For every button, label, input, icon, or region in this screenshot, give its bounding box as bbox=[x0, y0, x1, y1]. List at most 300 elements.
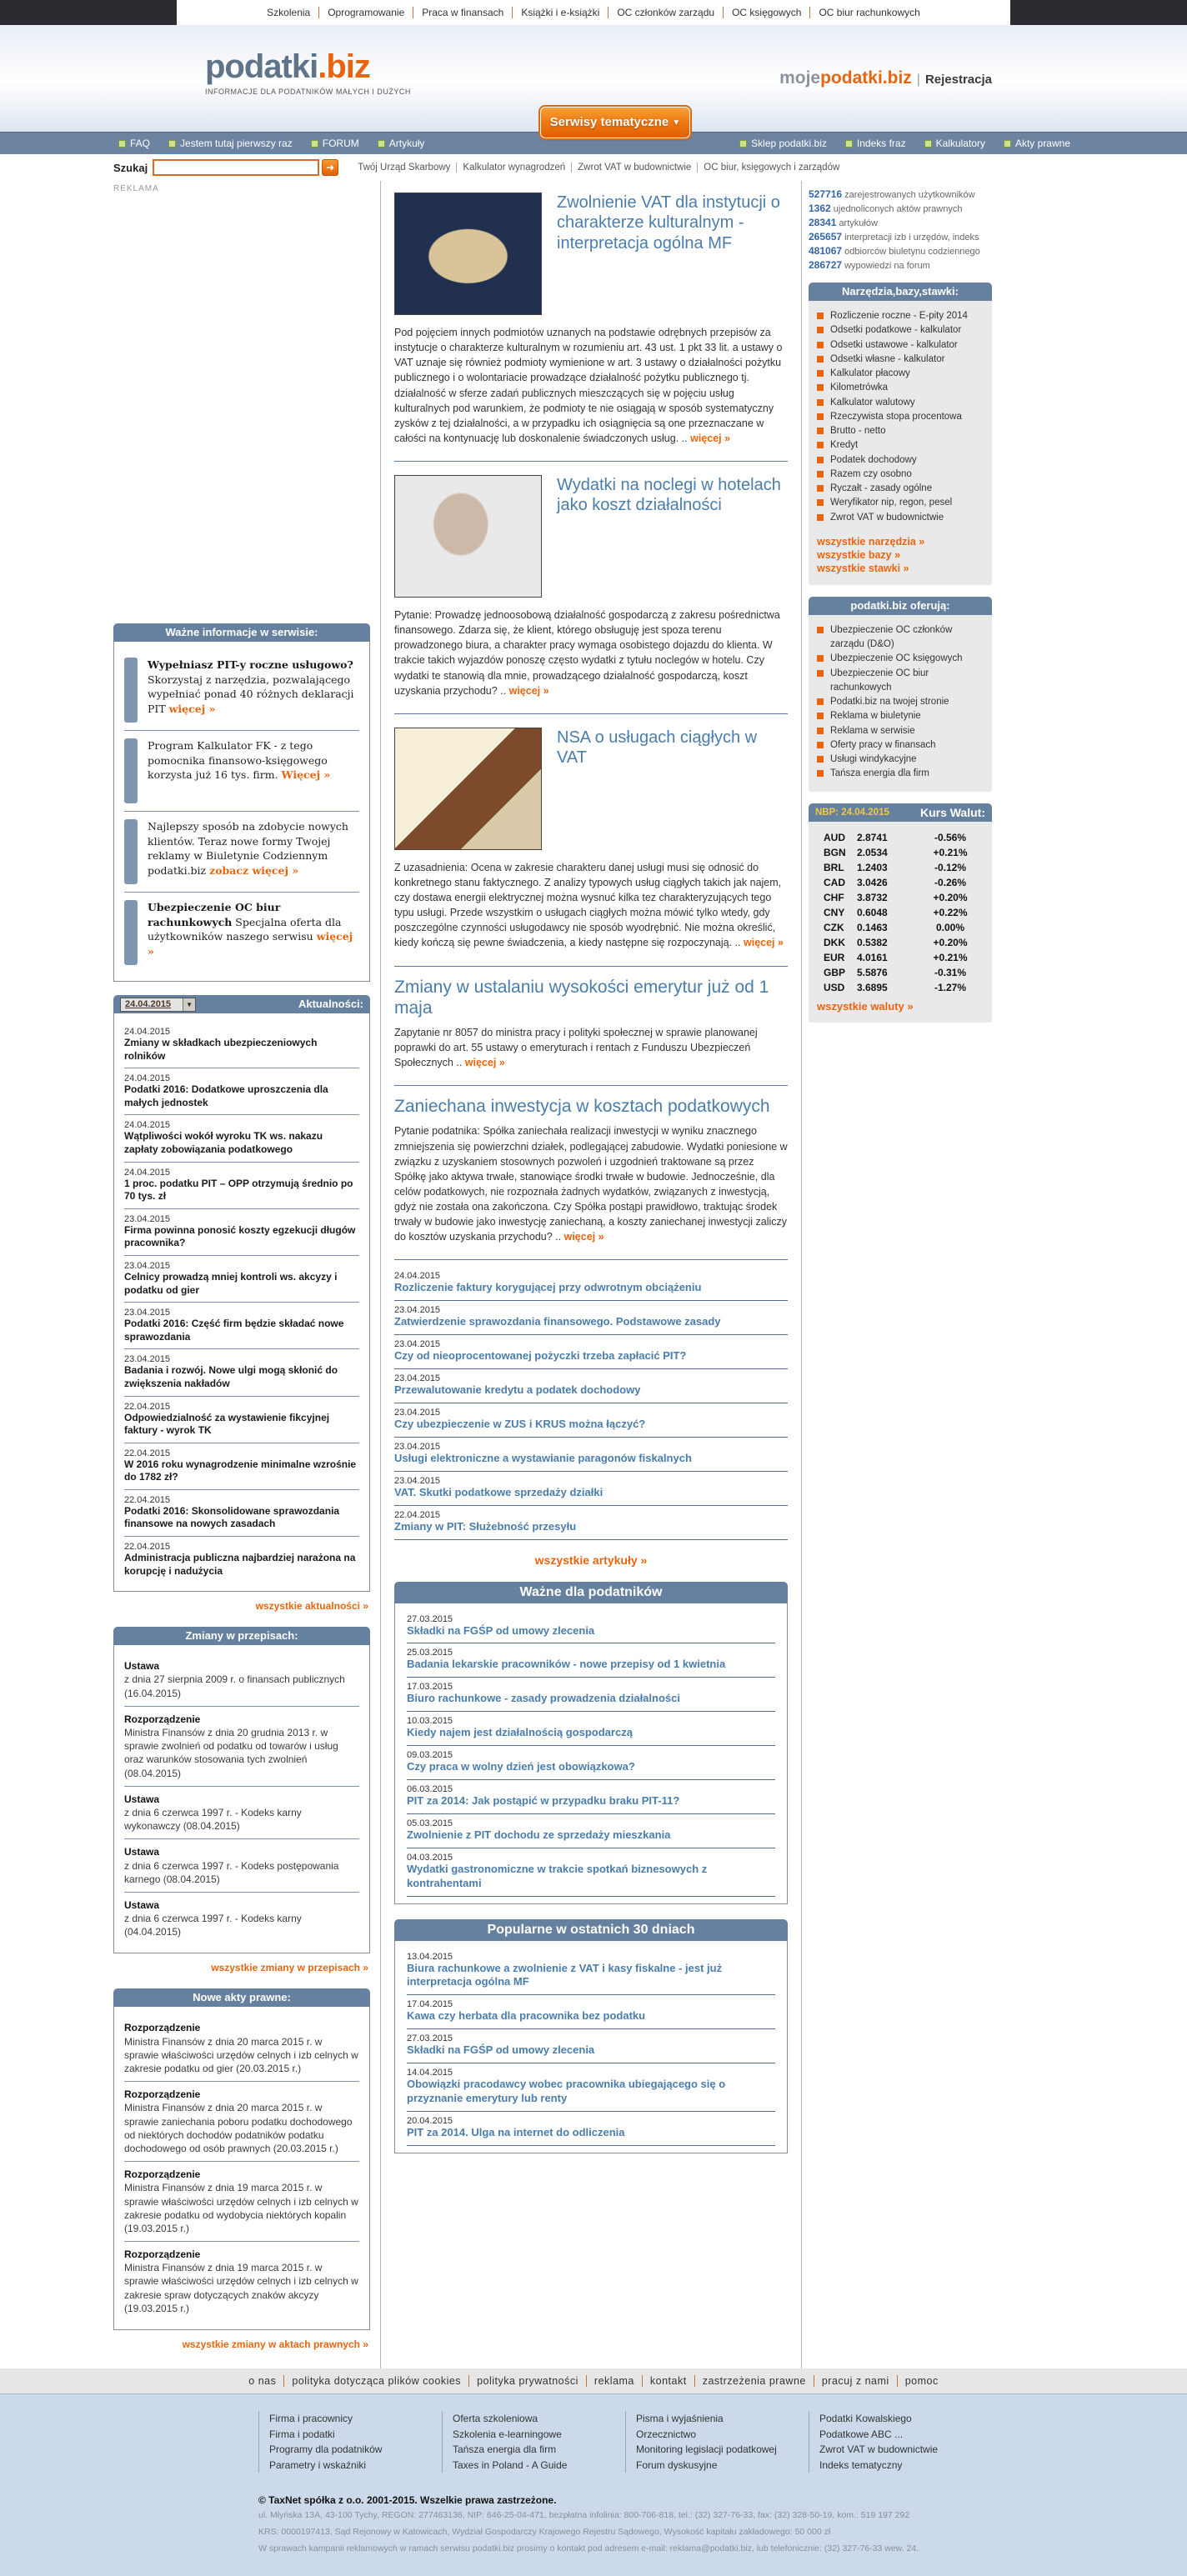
featured-article bbox=[394, 468, 788, 714]
footer-link[interactable]: zastrzeżenia prawne bbox=[695, 2375, 814, 2387]
important-info-box bbox=[113, 623, 370, 982]
footer-column-link[interactable]: Indeks tematyczny bbox=[819, 2458, 903, 2471]
item-marker-icon bbox=[124, 819, 138, 884]
orange-bullet-icon bbox=[817, 770, 824, 777]
offer-link[interactable]: Oferty pracy w finansach bbox=[817, 738, 985, 753]
news-item[interactable] bbox=[124, 1068, 359, 1115]
footer-column-link[interactable]: Pisma i wyjaśnienia bbox=[636, 2413, 724, 2424]
footer-column-link[interactable]: Podatkowe ABC ... bbox=[819, 2428, 904, 2440]
all-tools-link[interactable]: wszystkie stawki » bbox=[817, 562, 909, 574]
article-link-item[interactable] bbox=[394, 1472, 788, 1506]
center-column bbox=[380, 181, 802, 2368]
news-item[interactable] bbox=[124, 1397, 359, 1443]
currency-row bbox=[817, 890, 985, 905]
date-select[interactable]: 24.04.2015 ▼ bbox=[120, 998, 196, 1012]
currency-row bbox=[817, 845, 985, 860]
stat-value: 527716 bbox=[809, 188, 843, 200]
article-body: Pytanie podatnika: Spółka zaniechała realizacji inwestycji w wyniku znacznego zmniejszenia się powierzchni działek, podlegającej zabudowie. Wydatki poniesione w związku z uzyskaniem stosownych pozwoleń i uzgodnień traktowane są przez Spółkę jako aktywa trwałe, stanowiące środki trwałe w budowie. Jednocześnie, dla celów podatkowych, nie rozpoznała żadnych wydatków, związanych z inwestycją, gdyż nie została ona zakończona. Czy Spółka postąpi prawidłowo, traktując środek trwały w budowie jako inwestycję zaniechaną, a koszty zaniechanej inwestycji zaliczy do kosztów uzyskania przychodu? .. więcej » bbox=[394, 1125, 788, 1243]
article-date: 17.03.2015 bbox=[407, 1682, 453, 1693]
mojepodatki-link[interactable]: mojepodatki.biz bbox=[779, 68, 912, 88]
top-menu-item[interactable]: Praca w finansach bbox=[413, 7, 513, 18]
navbar-item[interactable]: FAQ bbox=[118, 138, 150, 149]
top-menu-item[interactable]: OC członków zarządu bbox=[609, 7, 724, 18]
law-kind: Rozporządzenie bbox=[124, 1713, 201, 1725]
article-link-item[interactable] bbox=[394, 1301, 788, 1335]
currency-row bbox=[817, 935, 985, 950]
article-link-item[interactable] bbox=[407, 1643, 775, 1678]
currency-change: -0.12% bbox=[934, 861, 967, 873]
offer-link[interactable]: Ubezpieczenie OC biur rachunkowych bbox=[817, 667, 985, 696]
news-date: 22.04.2015 bbox=[124, 1542, 171, 1553]
offer-link[interactable]: Podatki.biz na twojej stronie bbox=[817, 695, 985, 709]
all-news-link[interactable]: wszystkie aktualności » bbox=[255, 1600, 368, 1613]
green-bullet-icon bbox=[311, 140, 318, 148]
reklama-label: REKLAMA bbox=[113, 184, 159, 193]
stat-label: artykułów bbox=[839, 218, 878, 228]
article-date: 10.03.2015 bbox=[407, 1716, 453, 1727]
section-header: Aktualności: bbox=[298, 998, 363, 1010]
site-logo[interactable] bbox=[205, 48, 411, 96]
tool-link[interactable]: Razem czy osobno bbox=[817, 468, 985, 482]
divider bbox=[394, 461, 788, 462]
article-link-item[interactable] bbox=[407, 2029, 775, 2063]
article-date: 23.04.2015 bbox=[394, 1305, 441, 1316]
section-header: Zmiany w przepisach: bbox=[113, 1627, 370, 1645]
quicklink[interactable]: Twój Urząd Skarbowy bbox=[352, 163, 457, 173]
article-link-item[interactable] bbox=[394, 1403, 788, 1438]
ad-contact: W sprawach kampanii reklamowych w ramach serwisu podatki.biz prosimy o kontakt pod adresem e-mail: reklama@podatki.biz, lub telefonicznie: (32) 327-76-33 wew. 24. bbox=[258, 2543, 919, 2553]
tools-box bbox=[809, 283, 992, 585]
article-date: 23.04.2015 bbox=[394, 1475, 441, 1486]
currency-change: +0.22% bbox=[933, 906, 968, 918]
all-new-acts-link[interactable]: wszystkie zmiany w aktach prawnych » bbox=[182, 2338, 368, 2350]
currency-rate: 5.5876 bbox=[857, 966, 888, 978]
logo-text-orange: .biz bbox=[318, 48, 370, 85]
orange-bullet-icon bbox=[817, 756, 824, 763]
text-article bbox=[394, 1096, 788, 1260]
article-link-item[interactable] bbox=[394, 1438, 788, 1472]
site-stats bbox=[809, 188, 992, 271]
article-link-title: Kiedy najem jest działalnością gospodarczą bbox=[407, 1726, 633, 1739]
green-bullet-icon bbox=[168, 140, 176, 148]
law-text: z dnia 6 czerwca 1997 r. - Kodeks postępowania karnego (08.04.2015) bbox=[124, 1859, 339, 1885]
footer-column-link[interactable]: Firma i pracownicy bbox=[269, 2413, 353, 2424]
currency-rate: 4.0161 bbox=[857, 951, 888, 963]
article-link-title: PIT za 2014. Ulga na internet do odliczenia bbox=[407, 2125, 625, 2138]
stat-label: interpretacji izb i urzędów, indeks bbox=[844, 233, 979, 243]
orange-bullet-icon bbox=[817, 342, 824, 348]
tool-link[interactable]: Odsetki podatkowe - kalkulator bbox=[817, 323, 985, 338]
article-date: 17.04.2015 bbox=[407, 1999, 453, 2010]
article-link-title: Zatwierdzenie sprawozdania finansowego. Podstawowe zasady bbox=[394, 1315, 721, 1328]
quicklink[interactable]: Kalkulator wynagrodzeń bbox=[457, 163, 572, 173]
stat-item bbox=[809, 188, 992, 200]
currency-change: -0.26% bbox=[934, 876, 967, 888]
article-link-item[interactable] bbox=[407, 1712, 775, 1746]
stat-item bbox=[809, 259, 992, 271]
offer-link[interactable]: Ubezpieczenie OC członków zarządu (D&O) bbox=[817, 623, 985, 653]
news-item[interactable] bbox=[124, 1490, 359, 1537]
currency-change: +0.21% bbox=[933, 846, 968, 858]
important-info-item[interactable] bbox=[124, 812, 359, 893]
navbar-item[interactable]: Indeks fraz bbox=[845, 138, 906, 149]
currency-rate: 0.5382 bbox=[857, 936, 888, 948]
tool-link[interactable]: Kalkulator płacowy bbox=[817, 367, 985, 381]
tool-link[interactable]: Podatek dochodowy bbox=[817, 453, 985, 468]
top-menu-item[interactable]: Szkolenia bbox=[258, 7, 319, 18]
search-go-button[interactable] bbox=[322, 159, 338, 176]
news-box bbox=[113, 995, 370, 1613]
currency-row bbox=[817, 830, 985, 845]
search-label: Szukaj bbox=[113, 161, 148, 174]
divider: | bbox=[916, 73, 920, 87]
news-date: 23.04.2015 bbox=[124, 1260, 171, 1271]
footer-link[interactable]: polityka prywatności bbox=[469, 2375, 587, 2387]
item-text: Program Kalkulator FK - z tego pomocnika finansowo-księgowego korzysta już 16 tys. firm. bbox=[148, 739, 328, 781]
stat-label: odbiorców biuletynu codziennego bbox=[844, 247, 980, 257]
footer-column-link[interactable]: Szkolenia e-learningowe bbox=[453, 2428, 562, 2440]
news-item[interactable] bbox=[124, 1022, 359, 1068]
currency-change: -1.27% bbox=[934, 981, 967, 993]
news-item[interactable] bbox=[124, 1209, 359, 1256]
item-marker-icon bbox=[124, 900, 138, 965]
stat-label: ujednoliconych aktów prawnych bbox=[833, 204, 963, 214]
law-change-item[interactable] bbox=[124, 1707, 359, 1787]
currency-row bbox=[817, 920, 985, 935]
article-link-item[interactable] bbox=[407, 1848, 775, 1897]
stat-item bbox=[809, 245, 992, 257]
arrow-right-icon: ➜ bbox=[326, 162, 335, 173]
stat-value: 286727 bbox=[809, 259, 843, 271]
stat-item bbox=[809, 217, 992, 228]
more-link[interactable]: więcej » bbox=[744, 937, 784, 949]
article-date: 23.04.2015 bbox=[394, 1373, 441, 1384]
tool-link[interactable]: Rozliczenie roczne - E-pity 2014 bbox=[817, 309, 985, 323]
article-image[interactable] bbox=[394, 728, 542, 850]
article-link-item[interactable] bbox=[407, 1610, 775, 1644]
navbar-left bbox=[118, 138, 424, 149]
news-date: 22.04.2015 bbox=[124, 1494, 171, 1505]
law-change-item[interactable] bbox=[124, 1839, 359, 1893]
article-title[interactable]: Wydatki na noclegi w hotelach jako koszt działalności bbox=[557, 476, 781, 515]
orange-bullet-icon bbox=[817, 485, 824, 492]
article-link-item[interactable] bbox=[407, 1948, 775, 1996]
news-item[interactable] bbox=[124, 1303, 359, 1349]
navbar-item[interactable]: Jestem tutaj pierwszy raz bbox=[168, 138, 293, 149]
tool-link[interactable]: Kalkulator walutowy bbox=[817, 396, 985, 410]
law-kind: Ustawa bbox=[124, 1898, 160, 1911]
article-link-item[interactable] bbox=[407, 1814, 775, 1848]
article-date: 20.04.2015 bbox=[407, 2115, 453, 2126]
article-title[interactable]: Zwolnienie VAT dla instytucji o charakterze kulturalnym - interpretacja ogólna MF bbox=[557, 193, 780, 253]
article-link-title: Wydatki gastronomiczne w trakcie spotkań biznesowych z kontrahentami bbox=[407, 1862, 708, 1889]
tagline: INFORMACJE DLA PODATNIKÓW MAŁYCH I DUŻYCH bbox=[205, 88, 411, 96]
navbar-item[interactable]: FORUM bbox=[311, 138, 359, 149]
orange-bullet-icon bbox=[817, 655, 824, 662]
footer-link[interactable]: pomoc bbox=[904, 2375, 939, 2387]
article-link-item[interactable] bbox=[407, 1780, 775, 1814]
footer-column-link[interactable]: Zwrot VAT w budownictwie bbox=[819, 2443, 939, 2456]
footer-link[interactable]: polityka dotycząca plików cookies bbox=[284, 2375, 469, 2387]
important-info-item[interactable] bbox=[124, 731, 359, 812]
item-text: Specjalna oferta dla użytkowników naszego serwisu bbox=[148, 915, 342, 943]
green-bullet-icon bbox=[924, 140, 932, 148]
important-info-item[interactable] bbox=[124, 650, 359, 731]
orange-bullet-icon bbox=[817, 428, 824, 434]
article-date: 25.03.2015 bbox=[407, 1648, 453, 1658]
news-date: 24.04.2015 bbox=[124, 1027, 171, 1037]
article-link-item[interactable] bbox=[407, 1678, 775, 1712]
featured-article bbox=[394, 186, 788, 462]
news-item[interactable] bbox=[124, 1163, 359, 1209]
top-menu-item[interactable]: OC biur rachunkowych bbox=[819, 7, 920, 18]
news-title: Podatki 2016: Dodatkowe uproszczenia dla małych jednostek bbox=[124, 1083, 328, 1108]
more-link[interactable]: więcej » bbox=[148, 930, 353, 958]
footer-column-1 bbox=[258, 2411, 442, 2473]
item-marker-icon bbox=[124, 738, 138, 803]
article-link-title: VAT. Skutki podatkowe sprzedaży działki bbox=[394, 1485, 604, 1498]
currency-change: +0.21% bbox=[933, 951, 968, 963]
news-title: Zmiany w składkach ubezpieczeniowych rolników bbox=[124, 1037, 318, 1062]
article-link-item[interactable] bbox=[394, 1369, 788, 1403]
footer-column-link[interactable]: Monitoring legislacji podatkowej bbox=[636, 2443, 777, 2456]
article-image[interactable] bbox=[394, 475, 542, 598]
tool-link[interactable]: Rzeczywista stopa procentowa bbox=[817, 410, 985, 424]
law-kind: Ustawa bbox=[124, 1793, 160, 1805]
tool-link[interactable]: Odsetki własne - kalkulator bbox=[817, 353, 985, 367]
green-bullet-icon bbox=[845, 140, 853, 148]
news-title: Podatki 2016: Skonsolidowane sprawozdania finansowe na nowych zasadach bbox=[124, 1504, 340, 1530]
article-title[interactable]: Zaniechana inwestycja w kosztach podatkowych bbox=[394, 1097, 770, 1117]
article-date: 23.04.2015 bbox=[394, 1408, 441, 1418]
footer-column-link[interactable]: Parametry i wskaźniki bbox=[269, 2458, 367, 2471]
law-kind: Rozporządzenie bbox=[124, 2168, 201, 2181]
article-link-title: Kawa czy herbata dla pracownika bez podatku bbox=[407, 2009, 646, 2023]
offer-link[interactable]: Usługi windykacyjne bbox=[817, 753, 985, 767]
top-menu-item[interactable]: OC księgowych bbox=[724, 7, 810, 18]
tool-link[interactable]: Brutto - netto bbox=[817, 424, 985, 438]
footer-link[interactable]: kontakt bbox=[643, 2375, 695, 2387]
company-address: ul. Młyńska 13A, 43-100 Tychy, REGON: 277463136, NIP: 646-25-04-471, bezpłatna infolinia: 800-706-818, tel.: (32) 327-76-33, fax: (32) 328-50-19, kom.: 519 197 292 bbox=[258, 2510, 910, 2521]
all-tools-link[interactable]: wszystkie narzędzia » bbox=[817, 535, 925, 548]
navbar-item[interactable]: Artykuły bbox=[378, 138, 425, 149]
top-menu bbox=[177, 0, 1010, 25]
green-bullet-icon bbox=[1004, 140, 1011, 148]
all-law-changes-link[interactable]: wszystkie zmiany w przepisach » bbox=[211, 1962, 368, 1974]
law-change-item[interactable] bbox=[124, 1653, 359, 1707]
footer-column-link[interactable]: Taxes in Poland - A Guide bbox=[453, 2458, 568, 2471]
article-link-item[interactable] bbox=[407, 2112, 775, 2146]
item-marker-icon bbox=[124, 658, 138, 723]
article-title[interactable]: NSA o usługach ciągłych w VAT bbox=[557, 728, 758, 768]
new-act-item[interactable] bbox=[124, 2162, 359, 2242]
more-link[interactable]: więcej » bbox=[690, 432, 731, 444]
more-link[interactable]: więcej » bbox=[508, 684, 549, 697]
stat-value: 28341 bbox=[809, 217, 837, 228]
footer-link[interactable]: pracuj z nami bbox=[814, 2375, 898, 2387]
currency-rate: 2.8741 bbox=[857, 831, 888, 843]
article-image[interactable] bbox=[394, 193, 542, 315]
currency-code: USD bbox=[824, 981, 845, 993]
chevron-down-icon: ▼ bbox=[672, 118, 681, 128]
offer-link[interactable]: Reklama w biuletynie bbox=[817, 709, 985, 723]
orange-bullet-icon bbox=[817, 442, 824, 448]
footer-column-link[interactable]: Oferta szkoleniowa bbox=[453, 2413, 538, 2424]
footer-column-link[interactable]: Podatki Kowalskiego bbox=[819, 2413, 912, 2424]
important-info-item[interactable] bbox=[124, 893, 359, 973]
item-heading: Wypełniasz PIT-y roczne usługowo? bbox=[148, 658, 353, 671]
new-act-item[interactable] bbox=[124, 2015, 359, 2082]
news-title: W 2016 roku wynagrodzenie minimalne wzrośnie do 1782 zł? bbox=[124, 1458, 357, 1483]
currency-rate: 3.8732 bbox=[857, 891, 888, 903]
more-link[interactable]: więcej » bbox=[168, 702, 216, 715]
article-link-item[interactable] bbox=[394, 1506, 788, 1540]
stat-value: 481067 bbox=[809, 245, 843, 257]
new-act-item[interactable] bbox=[124, 2082, 359, 2162]
search-row bbox=[0, 154, 1187, 181]
green-bullet-icon bbox=[739, 140, 747, 148]
new-act-item[interactable] bbox=[124, 2242, 359, 2321]
orange-bullet-icon bbox=[817, 370, 824, 377]
law-kind: Ustawa bbox=[124, 1846, 160, 1858]
services-button[interactable]: Serwisy tematyczne ▼ bbox=[540, 107, 690, 138]
footer-column-link[interactable]: Programy dla podatników bbox=[269, 2443, 383, 2456]
law-text: Ministra Finansów z dnia 19 marca 2015 r. w sprawie właściwości urzędów celnych i izb celnych w zakresie spraw dotyczących znaków akcyzy (19.03.2015 r.) bbox=[124, 2262, 358, 2314]
currency-box bbox=[809, 803, 992, 1023]
more-link[interactable]: więcej » bbox=[464, 1057, 505, 1069]
all-articles-link[interactable]: wszystkie artykuły » bbox=[534, 1553, 648, 1567]
offer-link[interactable]: Ubezpieczenie OC księgowych bbox=[817, 652, 985, 666]
law-change-item[interactable] bbox=[124, 1893, 359, 1945]
orange-bullet-icon bbox=[817, 356, 824, 363]
orange-bullet-icon bbox=[817, 713, 824, 719]
news-item[interactable] bbox=[124, 1443, 359, 1490]
currency-row bbox=[817, 875, 985, 890]
register-link[interactable]: Rejestracja bbox=[924, 73, 992, 87]
more-link[interactable]: zobacz więcej » bbox=[209, 863, 299, 877]
article-link-item[interactable] bbox=[407, 2063, 775, 2112]
article-link-title: Czy ubezpieczenie w ZUS i KRUS można łączyć? bbox=[394, 1418, 646, 1430]
news-date: 24.04.2015 bbox=[124, 1167, 171, 1178]
law-kind: Rozporządzenie bbox=[124, 2088, 201, 2101]
currency-rate: 3.6895 bbox=[857, 981, 888, 993]
top-menu-item[interactable]: Książki i e-książki bbox=[513, 7, 609, 18]
stat-label: wypowiedzi na forum bbox=[844, 261, 930, 271]
section-header: Nowe akty prawne: bbox=[113, 1988, 370, 2007]
footer-column-link[interactable]: Orzecznictwo bbox=[636, 2428, 697, 2440]
law-change-item[interactable] bbox=[124, 1787, 359, 1840]
search-input[interactable] bbox=[153, 159, 319, 176]
item-heading: Ubezpieczenie OC biur rachunkowych bbox=[148, 901, 281, 928]
offers-box bbox=[809, 597, 992, 792]
footer-column-link[interactable]: Tańsza energia dla firm bbox=[453, 2443, 557, 2456]
item-text: Najlepszy sposób na zdobycie nowych klientów. Teraz nowe formy Twojej reklamy w Biuletynie Codziennym podatki.biz bbox=[148, 820, 348, 877]
section-header: podatki.biz oferują: bbox=[809, 597, 992, 615]
news-item[interactable] bbox=[124, 1349, 359, 1396]
article-date: 27.03.2015 bbox=[407, 2033, 453, 2044]
currency-code: EUR bbox=[824, 951, 845, 963]
news-date: 23.04.2015 bbox=[124, 1308, 171, 1318]
article-date: 09.03.2015 bbox=[407, 1750, 453, 1761]
article-date: 27.03.2015 bbox=[407, 1613, 453, 1624]
currency-rate: 2.0534 bbox=[857, 846, 888, 858]
law-kind: Rozporządzenie bbox=[124, 2248, 201, 2261]
quicklink[interactable]: OC biur, księgowych i zarządów bbox=[704, 163, 840, 173]
section-header: Popularne w ostatnich 30 dniach bbox=[394, 1919, 788, 1941]
news-title: Badania i rozwój. Nowe ulgi mogą skłonić do zwiększenia nakładów bbox=[124, 1364, 338, 1389]
all-currencies-link[interactable]: wszystkie waluty » bbox=[817, 999, 914, 1013]
news-date: 24.04.2015 bbox=[124, 1120, 171, 1131]
news-date: 22.04.2015 bbox=[124, 1401, 171, 1412]
more-link[interactable]: więcej » bbox=[563, 1231, 604, 1243]
article-title[interactable]: Zmiany w ustalaniu wysokości emerytur już od 1 maja bbox=[394, 977, 769, 1018]
news-date: 23.04.2015 bbox=[124, 1213, 171, 1224]
tool-link[interactable]: Weryfikator nip, regon, pesel bbox=[817, 496, 985, 510]
navbar-item[interactable]: Akty prawne bbox=[1004, 138, 1070, 149]
text-articles bbox=[394, 977, 788, 1261]
top-menu-item[interactable]: Oprogramowanie bbox=[319, 7, 413, 18]
navbar-item[interactable]: Sklep podatki.biz bbox=[739, 138, 827, 149]
footer-column-link[interactable]: Firma i podatki bbox=[269, 2428, 335, 2440]
article-link-item[interactable] bbox=[407, 1746, 775, 1780]
orange-bullet-icon bbox=[817, 399, 824, 406]
news-item[interactable] bbox=[124, 1256, 359, 1303]
article-date: 06.03.2015 bbox=[407, 1784, 453, 1795]
featured-articles bbox=[394, 186, 788, 967]
orange-bullet-icon bbox=[817, 670, 824, 677]
orange-bullet-icon bbox=[817, 327, 824, 333]
news-item[interactable] bbox=[124, 1115, 359, 1162]
orange-bullet-icon bbox=[817, 499, 824, 506]
footer-column-link[interactable]: Forum dyskusyjne bbox=[636, 2458, 718, 2471]
article-link-title: Biuro rachunkowe - zasady prowadzenia działalności bbox=[407, 1692, 680, 1705]
tool-link[interactable]: Kilometrówka bbox=[817, 381, 985, 395]
footer-link[interactable]: reklama bbox=[587, 2375, 643, 2387]
news-title: Odpowiedzialność za wystawienie fikcyjnej faktury - wyrok TK bbox=[124, 1411, 330, 1437]
article-body: Z uzasadnienia: Ocena w zakresie charakteru danej usługi musi się odnosić do konkretnego stanu faktycznego. Z analizy typowych usług ciągłych takich jak najem, czy dostawa energii elektrycznej można wysnuć kilka tez charakteryzujących tego typu usługi. Przede wszystkim o usługach ciągłych można mówić tylko wtedy, gdy poszczególne czynności usługodawcy nie sposób wyodrębnić. Nie można określić, kiedy kończą się pewne świadczenia, a kiedy następne się rozpoczynają. .. więcej » bbox=[394, 861, 784, 949]
quicklink[interactable]: Zwrot VAT w budownictwie bbox=[572, 163, 698, 173]
law-text: Ministra Finansów z dnia 20 marca 2015 r. w sprawie zaniechania poboru podatku dochodowego od niektórych dochodów podatników podatku dochodowego od osób prawnych (20.03.2015 r.) bbox=[124, 2102, 353, 2154]
tool-link[interactable]: Kredyt bbox=[817, 438, 985, 453]
all-tools-link[interactable]: wszystkie bazy » bbox=[817, 548, 901, 561]
offer-link[interactable]: Tańsza energia dla firm bbox=[817, 767, 985, 781]
news-item[interactable] bbox=[124, 1537, 359, 1583]
article-link-item[interactable] bbox=[407, 1995, 775, 2029]
news-title: Firma powinna ponosić koszty egzekucji długów pracownika? bbox=[124, 1223, 356, 1249]
navbar-item[interactable]: Kalkulatory bbox=[924, 138, 985, 149]
footer-link[interactable]: o nas bbox=[241, 2375, 284, 2387]
quicklinks bbox=[352, 163, 845, 173]
tool-link[interactable]: Zwrot VAT w budownictwie bbox=[817, 511, 985, 525]
orange-bullet-icon bbox=[817, 457, 824, 463]
article-link-item[interactable] bbox=[394, 1335, 788, 1369]
currency-rate: 1.2403 bbox=[857, 861, 888, 873]
article-links-list bbox=[394, 1267, 788, 1539]
section-header: Ważne dla podatników bbox=[394, 1582, 788, 1603]
footer-links-bar bbox=[0, 2368, 1187, 2393]
article-link-title: Usługi elektroniczne a wystawianie paragonów fiskalnych bbox=[394, 1451, 692, 1464]
news-date: 22.04.2015 bbox=[124, 1448, 171, 1458]
tool-link[interactable]: Odsetki ustawowe - kalkulator bbox=[817, 338, 985, 353]
article-date: 13.04.2015 bbox=[407, 1951, 453, 1962]
tool-link[interactable]: Ryczałt - zasady ogólne bbox=[817, 482, 985, 496]
law-changes-box bbox=[113, 1627, 370, 1975]
more-link[interactable]: Więcej » bbox=[281, 768, 331, 781]
stat-item bbox=[809, 231, 992, 243]
offer-link[interactable]: Reklama w serwisie bbox=[817, 724, 985, 738]
article-link-item[interactable] bbox=[394, 1267, 788, 1301]
article-body: Pod pojęciem innych podmiotów uznanych na podstawie odrębnych przepisów za instytucje o charakterze kulturalnym w rozumieniu art. 43 ust. 1 pkt 33 lit. a ustawy o VAT uznaje się również podmioty wymienione w art. 3 ustawy o działalności pożytku publicznego i o wolontariacie prowadzące działalność pożytku publicznego tj. działalność w sferze zadań publicznych mieszczących się w pojęciu usług kulturalnych pod warunkiem, że podmioty te nie osiągają w sposób systematyczny zysków z tej działalności, a w przypadku ich osiągnięcia są one przeznaczane w całości na kontynuację lub doskonalenie świadczonych usług. .. więcej » bbox=[394, 327, 783, 444]
